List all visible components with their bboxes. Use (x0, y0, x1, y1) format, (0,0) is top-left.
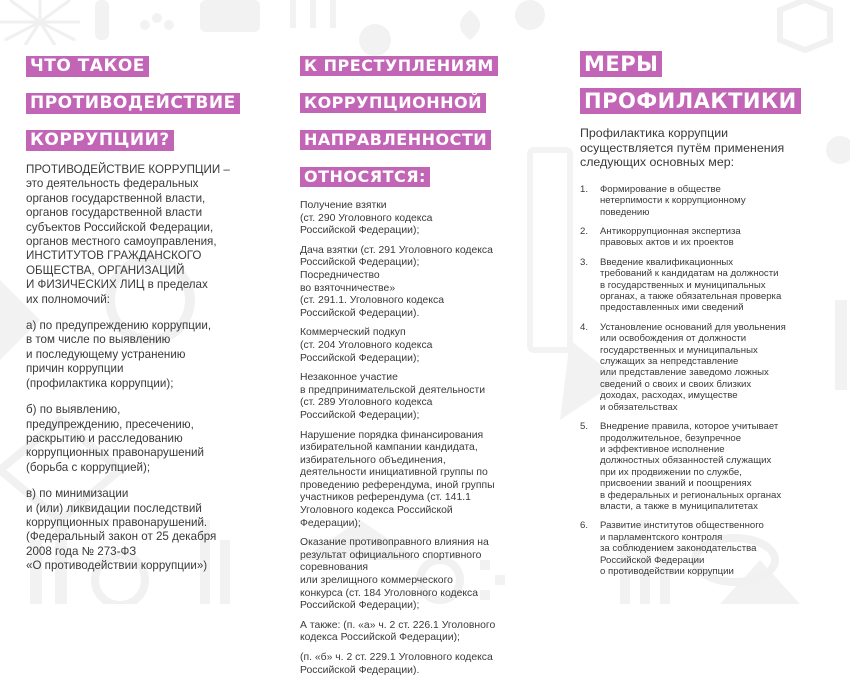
section-title (300, 42, 562, 190)
title-line: ПРОФИЛАКТИКИ (580, 88, 801, 114)
column-what-is-anticorruption (26, 42, 286, 586)
title-line: К ПРЕСТУПЛЕНИЯМ (300, 56, 498, 76)
column-corruption-crimes (300, 42, 562, 684)
title-line: КОРРУПЦИИ? (26, 130, 174, 151)
item-number: 1. (580, 183, 589, 195)
item-number: 6. (580, 520, 589, 532)
item-text: Формирование в обществе нетерпимости к коррупционному поведению (600, 183, 746, 218)
item-text: Развитие институтов общественного и парламентского контроля за соблюдением законодательства Российской Федерации о противодействии коррупции (600, 520, 764, 577)
title-line: ПРОТИВОДЕЙСТВИЕ (26, 93, 240, 114)
item-number: 3. (580, 256, 589, 268)
title-line: МЕРЫ (580, 51, 662, 77)
measures-list (580, 184, 830, 578)
title-line: ОТНОСЯТСЯ: (300, 167, 430, 187)
item-text: Внедрение правила, которое учитывает продолжительное, безупречное и эффективное исполнение должностных обязанностей служащих при их продвижении по службе, присвоении званий и поощрениях в федеральных и региональных органах власти, а также в муниципалитетах (600, 421, 782, 512)
item-number: 5. (580, 421, 589, 433)
crime-item: Коммерческий подкуп (ст. 204 Уголовного кодекса Российской Федерации); (300, 327, 433, 364)
paragraph-a: а) по предупреждению коррупции, в том числе по выявлению и последующему устранению причин коррупции (профилактика коррупции); (26, 319, 212, 390)
item-text: Установление оснований для увольнения или освобождения от должности государственных и муниципальных служащих за непредставление или представление заведомо ложных сведений о своих и своих близких доходах, расходах, имуществе и обязательствах (600, 321, 786, 413)
list-item (580, 257, 830, 314)
crime-item: Нарушение порядка финансирования избирательной кампании кандидата, избирательного объединения, деятельности инициативной группы по проведению референдума, иной группы участников референдума (ст. 141.1 Уголовного кодекса Российской Федерации); (300, 429, 495, 529)
item-number: 2. (580, 226, 589, 237)
section-title (26, 42, 286, 153)
item-number: 4. (580, 321, 589, 333)
list-item (580, 184, 830, 218)
item-text: Введение квалификационных требований к кандидатам на должности в государственных и муниципальных органах, а также обязательная проверка предоставленных ими сведений (600, 256, 782, 314)
crime-item: А также: (п. «а» ч. 2 ст. 226.1 Уголовного кодекса Российской Федерации); (300, 619, 496, 644)
list-item (580, 226, 830, 249)
title-line: КОРРУПЦИОННОЙ (300, 93, 486, 113)
section-title (580, 42, 830, 116)
crime-item: Дача взятки (ст. 291 Уголовного кодекса Российской Федерации); Посредничество во взяточничестве» (ст. 291.1. Уголовного кодекса Российской Федерации). (300, 244, 493, 319)
crime-item: Оказание противоправного влияния на результат официального спортивного соревнования или зрелищного коммерческого конкурса (ст. 184 Уголовного кодекса Российской Федерации); (300, 537, 489, 612)
list-item (580, 421, 830, 512)
crime-item: (п. «б» ч. 2 ст. 229.1 Уголовного кодекса Российской Федерации). (300, 652, 493, 676)
paragraph-b: б) по выявлению, предупреждению, пресечению, раскрытию и расследованию коррупционных правонарушений (борьба с коррупцией); (26, 403, 204, 474)
item-text: Антикоррупционная экспертиза правовых актов и их проектов (600, 226, 741, 249)
paragraph-c: в) по минимизации и (или) ликвидации последствий коррупционных правонарушений. (Федеральный закон от 25 декабря 2008 года № 273-ФЗ «О противодействии коррупции») (26, 487, 217, 573)
crime-item: Незаконное участие в предпринимательской деятельности (ст. 289 Уголовного кодекса Российской Федерации); (300, 372, 486, 421)
intro-paragraph: Профилактика коррупции осуществляется путём применения следующих основных мер: (580, 126, 785, 170)
list-item (580, 322, 830, 413)
sunburst-icon (0, 0, 80, 45)
definition-paragraph: ПРОТИВОДЕЙСТВИЕ КОРРУПЦИИ – это деятельность федеральных органов государственной власти, органов государственной власти субъектов Российской Федерации, органов местного самоуправления, ИНСТИТУТОВ ГРАЖДАНСКОГО ОБЩЕСТВА, ОРГАНИЗАЦИЙ И ФИЗИЧЕСКИХ ЛИЦ в пределах их полномочий: (26, 163, 230, 306)
title-line: НАПРАВЛЕННОСТИ (300, 130, 491, 150)
column-prevention-measures (580, 42, 830, 585)
list-item (580, 520, 830, 577)
title-line: ЧТО ТАКОЕ (26, 56, 149, 77)
crime-item: Получение взятки (ст. 290 Уголовного кодекса Российской Федерации); (300, 200, 433, 237)
